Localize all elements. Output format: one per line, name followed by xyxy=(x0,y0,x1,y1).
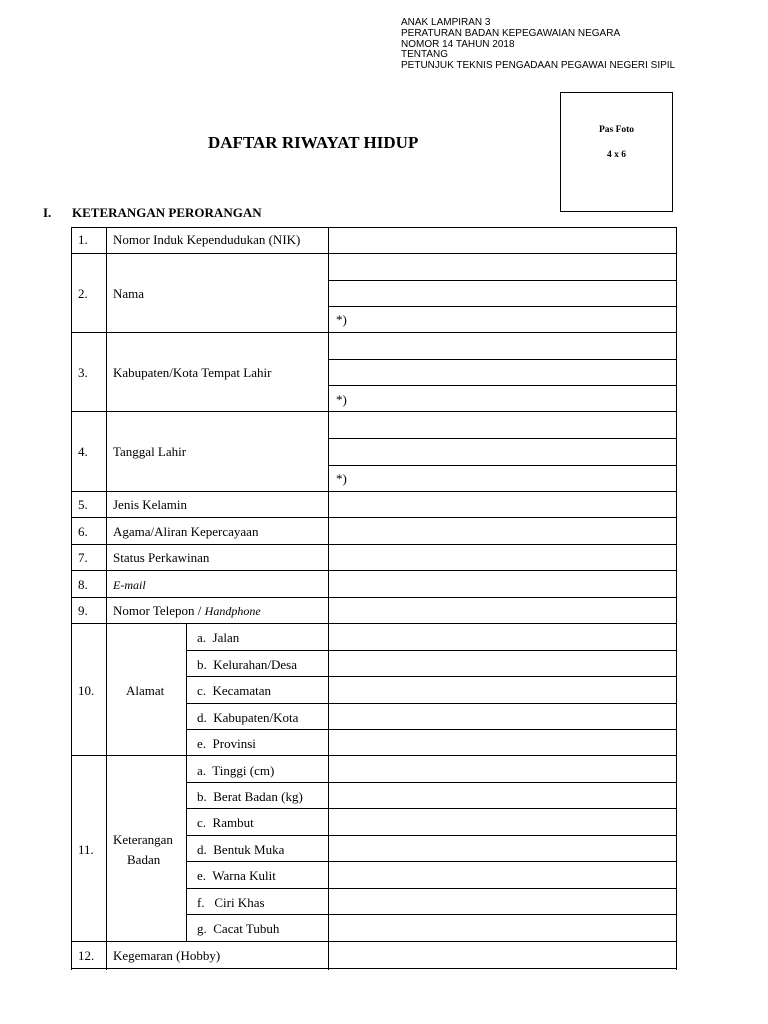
row-line xyxy=(71,411,677,412)
row-line xyxy=(71,517,677,518)
row-label-jenis-kelamin: Jenis Kelamin xyxy=(113,497,188,512)
row-line xyxy=(71,253,677,254)
row-number: 3. xyxy=(78,365,88,380)
table-divider-number xyxy=(106,227,107,970)
row-label-telepon-text: Nomor Telepon / xyxy=(113,603,205,618)
photo-box xyxy=(560,92,673,212)
row-line xyxy=(71,755,677,756)
sub-item-kecamatan: c. Kecamatan xyxy=(197,683,271,698)
footnote-mark: *) xyxy=(336,392,347,407)
row-label-keterangan: Keterangan xyxy=(113,832,173,847)
sub-row-line xyxy=(186,914,677,915)
sub-row-line xyxy=(186,729,677,730)
sub-row-line xyxy=(186,888,677,889)
row-label-agama: Agama/Aliran Kepercayaan xyxy=(113,524,259,539)
header-line-3: NOMOR 14 TAHUN 2018 xyxy=(401,38,515,50)
row-label-tempat-lahir: Kabupaten/Kota Tempat Lahir xyxy=(113,365,272,380)
row-label-kegemaran: Kegemaran (Hobby) xyxy=(113,948,221,963)
row-label-handphone: Handphone xyxy=(204,604,261,618)
header-line-1: ANAK LAMPIRAN 3 xyxy=(401,17,491,28)
header-line-5: PETUNJUK TEKNIS PENGADAAN PEGAWAI NEGERI SIPIL xyxy=(401,60,676,72)
sub-item-cacat-tubuh: g. Cacat Tubuh xyxy=(197,921,280,936)
row-line xyxy=(71,332,677,333)
row-label-email: E-mail xyxy=(113,578,146,592)
row-number: 11. xyxy=(78,842,94,857)
row-line xyxy=(71,491,677,492)
row-line xyxy=(71,941,677,942)
row-label-tanggal-lahir: Tanggal Lahir xyxy=(113,444,187,459)
footnote-mark: *) xyxy=(336,471,347,486)
photo-box-size: 4 x 6 xyxy=(607,150,626,160)
value-sub-line xyxy=(328,306,677,307)
value-sub-line xyxy=(328,280,677,281)
photo-box-label: Pas Foto xyxy=(598,125,635,135)
row-number: 9. xyxy=(78,603,88,618)
sub-row-line xyxy=(186,782,677,783)
sub-row-line xyxy=(186,835,677,836)
header-line-4: TENTANG xyxy=(401,49,449,61)
row-line xyxy=(71,544,677,545)
row-label-badan: Badan xyxy=(127,852,161,867)
sub-item-kabupaten: d. Kabupaten/Kota xyxy=(197,710,299,725)
document-header xyxy=(401,18,675,72)
table-border-top xyxy=(71,227,677,228)
row-label-alamat: Alamat xyxy=(126,683,165,698)
header-line-2: PERATURAN BADAN KEPEGAWAIAN NEGARA xyxy=(401,27,621,39)
footnote-mark: *) xyxy=(336,312,347,327)
section-number: I. xyxy=(43,205,52,220)
sub-row-line xyxy=(186,808,677,809)
value-sub-line xyxy=(328,438,677,439)
row-number: 12. xyxy=(78,948,95,963)
row-number: 6. xyxy=(78,524,88,539)
sub-item-provinsi: e. Provinsi xyxy=(197,736,256,751)
row-number: 7. xyxy=(78,550,88,565)
row-label-status-perkawinan: Status Perkawinan xyxy=(113,550,210,565)
sub-item-ciri-khas: f. Ciri Khas xyxy=(197,895,265,910)
row-number: 2. xyxy=(78,286,88,301)
sub-row-line xyxy=(186,650,677,651)
row-label-nik: Nomor Induk Kependudukan (NIK) xyxy=(113,232,301,247)
sub-item-jalan: a. Jalan xyxy=(197,630,240,645)
row-number: 4. xyxy=(78,444,88,459)
row-line xyxy=(71,597,677,598)
row-number: 8. xyxy=(78,577,88,592)
row-line xyxy=(71,570,677,571)
section-title: KETERANGAN PERORANGAN xyxy=(72,205,262,220)
row-number: 1. xyxy=(78,232,88,247)
sub-row-line xyxy=(186,861,677,862)
page-title: DAFTAR RIWAYAT HIDUP xyxy=(208,133,419,152)
sub-item-warna-kulit: e. Warna Kulit xyxy=(197,868,276,883)
row-number: 10. xyxy=(78,683,95,698)
row-label-telepon xyxy=(113,603,261,619)
value-sub-line xyxy=(328,359,677,360)
table-border-bottom xyxy=(71,968,677,969)
sub-row-line xyxy=(186,703,677,704)
sub-item-rambut: c. Rambut xyxy=(197,815,254,830)
table-border-right xyxy=(676,227,677,970)
table-border-left xyxy=(71,227,72,970)
row-line xyxy=(71,623,677,624)
row-label-nama: Nama xyxy=(113,286,145,301)
sub-item-tinggi: a. Tinggi (cm) xyxy=(197,763,275,778)
sub-item-berat: b. Berat Badan (kg) xyxy=(197,789,303,804)
row-number: 5. xyxy=(78,497,88,512)
table-divider-value xyxy=(328,227,329,970)
sub-item-kelurahan: b. Kelurahan/Desa xyxy=(197,657,297,672)
sub-item-bentuk-muka: d. Bentuk Muka xyxy=(197,842,285,857)
sub-row-line xyxy=(186,676,677,677)
value-sub-line xyxy=(328,465,677,466)
value-sub-line xyxy=(328,385,677,386)
